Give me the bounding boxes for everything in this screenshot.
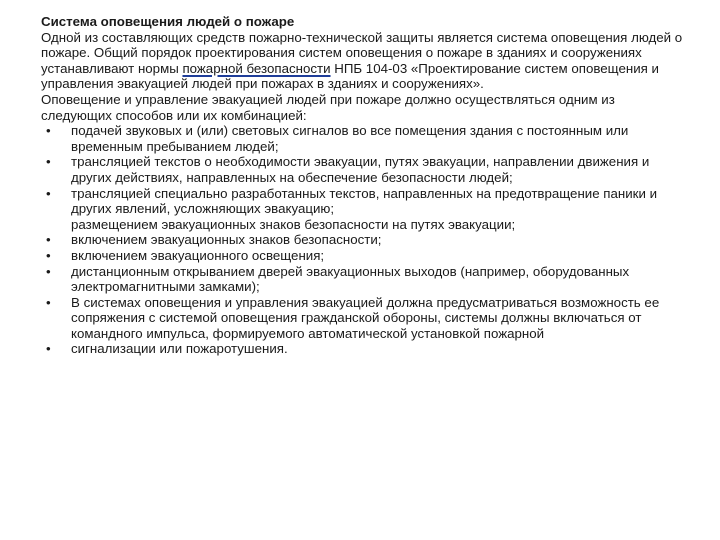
list-item-text: трансляцией специально разработанных текстов, направленных на предотвращение паники и других явлений, усложняющих эвакуацию;	[71, 185, 658, 217]
list-item	[41, 295, 684, 342]
list-item-text: включением эвакуационных знаков безопасности;	[71, 232, 382, 248]
list-item	[41, 248, 684, 264]
list-item	[41, 186, 684, 233]
bullet-icon: •	[46, 294, 51, 310]
list-item-text: дистанционным открыванием дверей эвакуационных выходов (например, оборудованных электромагнитными замками);	[71, 263, 630, 295]
lead-paragraph: Оповещение и управление эвакуацией людей при пожаре должно осуществляться одним из следующих способов или их комбинацией:	[41, 91, 615, 123]
bullet-icon: •	[46, 247, 51, 263]
fire-safety-link[interactable]: пожарной безопасности	[182, 60, 331, 76]
list-item	[41, 232, 684, 248]
bullet-icon: •	[46, 263, 51, 279]
list-item-continuation: размещением эвакуационных знаков безопасности на путях эвакуации;	[71, 216, 516, 232]
list-item	[41, 264, 684, 295]
intro-text-end: НПБ 104-03 «Проектирование систем оповещения и управления эвакуацией людей при пожарах в зданиях и сооружениях».	[41, 60, 659, 92]
document-title: Система оповещения людей о пожаре	[41, 14, 295, 29]
list-item-text: подачей звуковых и (или) световых сигналов во все помещения здания с постоянным или временным пребыванием людей;	[71, 123, 629, 154]
bullet-icon: •	[46, 154, 51, 170]
intro-text-start: Одной из составляющих средств пожарно-технической защиты является система оповещения людей о пожаре. Общий порядок проектирования систем оповещения о пожаре в зданиях и сооружениях устанавливают нормы	[41, 29, 683, 76]
list-item-body	[71, 186, 684, 233]
list-item	[41, 123, 684, 154]
list-item-text: сигнализации или пожаротушения.	[71, 341, 288, 357]
bullet-icon: •	[46, 123, 51, 139]
bullet-icon: •	[46, 185, 51, 201]
methods-list	[41, 123, 684, 357]
list-item	[41, 154, 684, 185]
list-item	[41, 341, 684, 357]
bullet-icon: •	[46, 341, 51, 357]
list-item-text: трансляцией текстов о необходимости эвакуации, путях эвакуации, направлении движения и других действиях, направленных на обеспечение безопасности людей;	[71, 154, 650, 185]
list-item-text: В системах оповещения и управления эвакуацией должна предусматриваться возможность ее сопряжения с системой оповещения гражданской обороны, системы должны включаться от командного импульса, формируемого автоматической установкой пожарной	[71, 294, 660, 341]
intro-paragraph	[41, 30, 684, 92]
list-item-text: включением эвакуационного освещения;	[71, 247, 325, 263]
bullet-icon: •	[46, 232, 51, 248]
